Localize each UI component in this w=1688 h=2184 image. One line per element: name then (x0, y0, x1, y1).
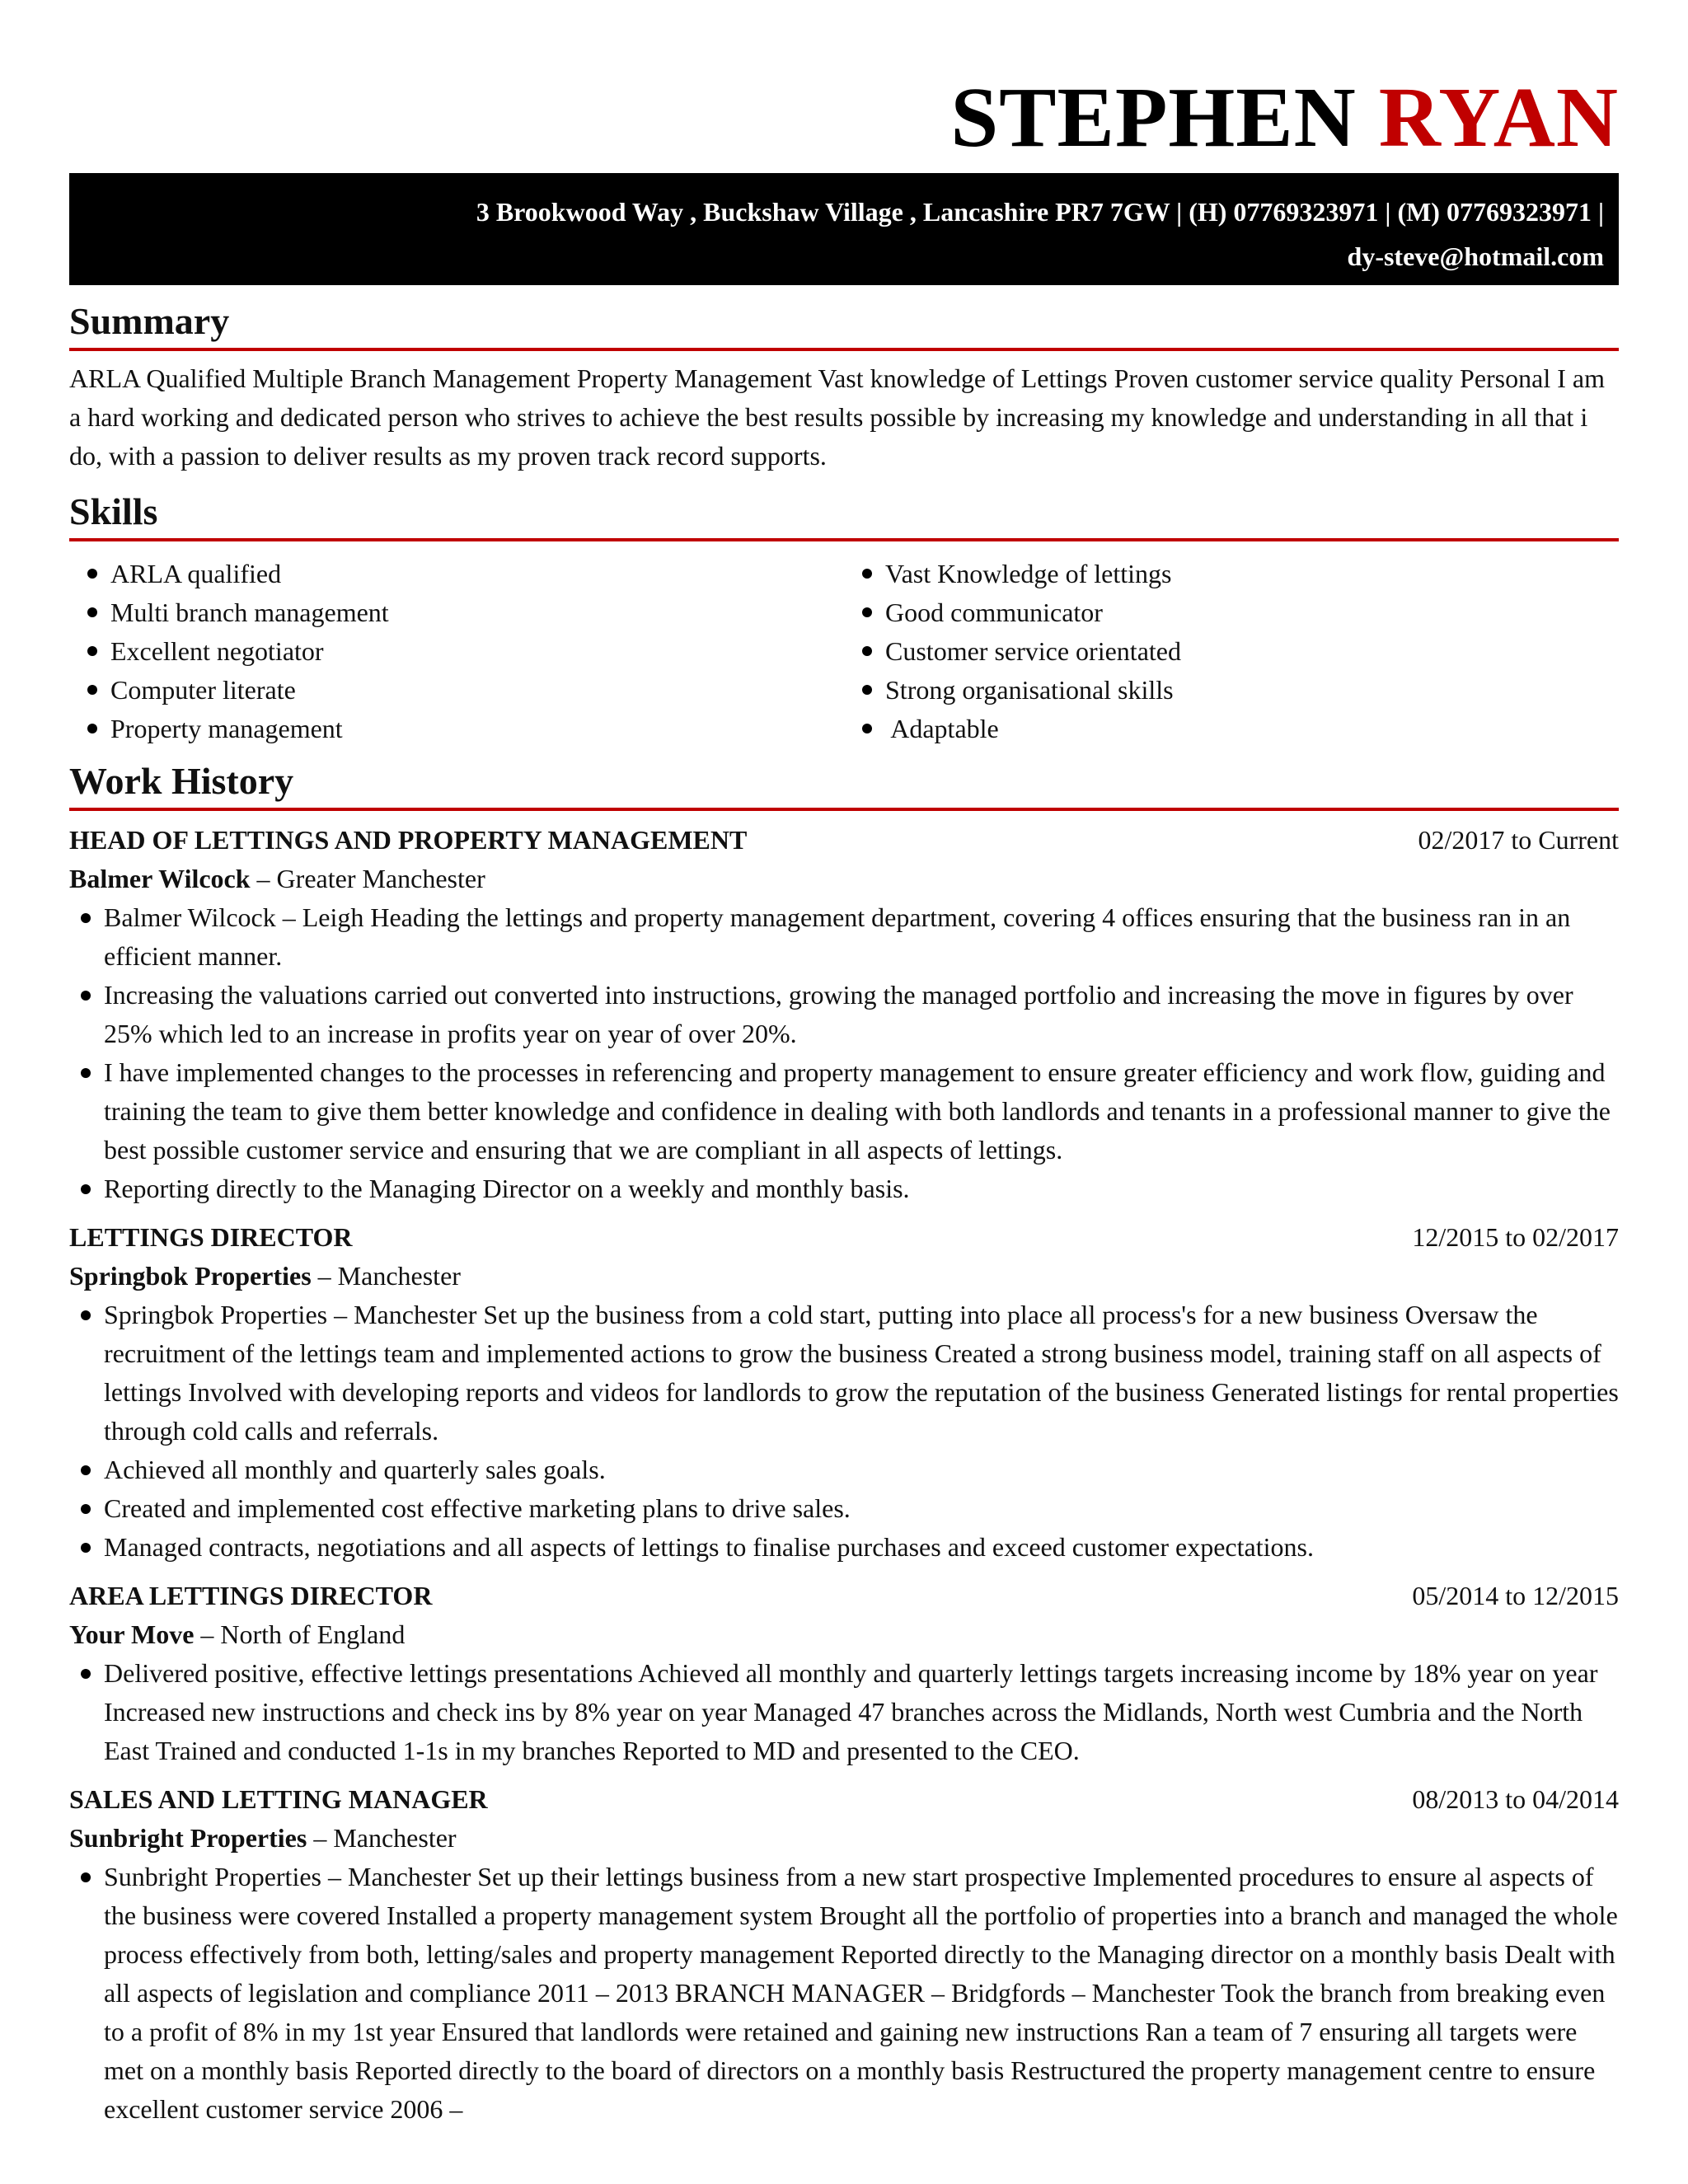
job-entry (69, 1780, 1619, 2129)
job-bullets (69, 898, 1619, 1208)
job-dates: 02/2017 to Current (1418, 825, 1619, 855)
bullet-icon (81, 1872, 91, 1882)
job-bullet: Achieved all monthly and quarterly sales goals. (69, 1451, 1619, 1489)
bullet-icon (862, 569, 872, 579)
bullet-icon (81, 1543, 91, 1553)
job-bullets (69, 1654, 1619, 1770)
resume-page (69, 0, 1619, 2129)
bullet-icon (81, 1465, 91, 1475)
skills-heading: Skills (69, 489, 1619, 541)
bullet-icon (862, 607, 872, 617)
job-entry (69, 1577, 1619, 1770)
job-bullet: Increasing the valuations carried out converted into instructions, growing the managed portfolio and increasing the move in figures by over 25% which led to an increase in profits year on year of over 20%. (69, 976, 1619, 1053)
bullet-icon (81, 1184, 91, 1194)
job-dates: 12/2015 to 02/2017 (1412, 1222, 1619, 1252)
bullet-icon (81, 913, 91, 923)
skill-item: Adaptable (851, 710, 1619, 748)
job-bullet: Delivered positive, effective lettings presentations Achieved all monthly and quarterly lettings targets increasing income by 18% year on year Increased new instructions and check ins by 8% year on year Managed 47 branches across the Midlands, North west Cumbria and the North East Trained and conducted 1-1s in my branches Reported to MD and presented to the CEO. (69, 1654, 1619, 1770)
job-bullet: Springbok Properties – Manchester Set up the business from a cold start, putting into place all process's for a new business Oversaw the recruitment of the lettings team and implemented actions to grow the business Created a strong business model, training staff on all aspects of lettings Involved with developing reports and videos for landlords to grow the reputation of the business Generated listings for rental properties through cold calls and referrals. (69, 1296, 1619, 1451)
bullet-icon (87, 724, 97, 733)
company-name: Sunbright Properties (69, 1823, 307, 1853)
bullet-icon (87, 646, 97, 656)
last-name: RYAN (1378, 70, 1619, 165)
company-name: Your Move (69, 1619, 195, 1649)
bullet-icon (81, 1310, 91, 1320)
skills-right-column (844, 555, 1619, 748)
summary-heading: Summary (69, 298, 1619, 351)
job-bullet: Created and implemented cost effective marketing plans to drive sales. (69, 1489, 1619, 1528)
skill-item: Customer service orientated (851, 632, 1619, 671)
company-location: – Manchester (307, 1823, 457, 1853)
job-entry (69, 1218, 1619, 1567)
bullet-icon (81, 991, 91, 1001)
contact-bar (69, 173, 1619, 285)
job-bullet: Balmer Wilcock – Leigh Heading the lettings and property management department, covering 4 offices ensuring that the business ran in an efficient manner. (69, 898, 1619, 976)
bullet-icon (87, 569, 97, 579)
job-company (69, 860, 1619, 898)
job-entry (69, 821, 1619, 1208)
skill-item: Excellent negotiator (76, 632, 844, 671)
job-bullet: Reporting directly to the Managing Director on a weekly and monthly basis. (69, 1169, 1619, 1208)
bullet-icon (87, 685, 97, 695)
bullet-icon (81, 1504, 91, 1514)
bullet-icon (81, 1068, 91, 1078)
job-bullets (69, 1858, 1619, 2129)
job-dates: 08/2013 to 04/2014 (1412, 1784, 1619, 1814)
job-header (69, 821, 1619, 860)
job-dates: 05/2014 to 12/2015 (1412, 1581, 1619, 1610)
skill-item: Property management (76, 710, 844, 748)
job-title: SALES AND LETTING MANAGER (69, 1784, 488, 1814)
job-bullet: I have implemented changes to the processes in referencing and property management to ensure greater efficiency and work flow, guiding and training the team to give them better knowledge and confidence in dealing with both landlords and tenants in a professional manner to give the best possible customer service and ensuring that we are compliant in all aspects of lettings. (69, 1053, 1619, 1169)
skills-grid (69, 555, 1619, 748)
skill-item: Computer literate (76, 671, 844, 710)
company-name: Springbok Properties (69, 1261, 312, 1291)
job-header (69, 1577, 1619, 1615)
bullet-icon (81, 1669, 91, 1679)
company-location: – North of England (194, 1619, 406, 1649)
company-location: – Manchester (311, 1261, 461, 1291)
job-company (69, 1819, 1619, 1858)
bullet-icon (862, 646, 872, 656)
skill-item: Strong organisational skills (851, 671, 1619, 710)
skill-item: Vast Knowledge of lettings (851, 555, 1619, 593)
contact-email: dy-steve@hotmail.com (1347, 241, 1604, 271)
candidate-name (69, 70, 1619, 165)
job-title: AREA LETTINGS DIRECTOR (69, 1581, 433, 1610)
skill-item: Good communicator (851, 593, 1619, 632)
job-company (69, 1615, 1619, 1654)
work-history-heading: Work History (69, 758, 1619, 811)
company-name: Balmer Wilcock (69, 864, 251, 893)
bullet-icon (862, 724, 872, 733)
job-title: HEAD OF LETTINGS AND PROPERTY MANAGEMENT (69, 825, 748, 855)
job-company (69, 1257, 1619, 1296)
bullet-icon (87, 607, 97, 617)
skills-left-column (69, 555, 844, 748)
job-bullet: Managed contracts, negotiations and all aspects of lettings to finalise purchases and exceed customer expectations. (69, 1528, 1619, 1567)
job-title: LETTINGS DIRECTOR (69, 1222, 353, 1252)
skill-item: ARLA qualified (76, 555, 844, 593)
bullet-icon (862, 685, 872, 695)
summary-text: ARLA Qualified Multiple Branch Management Property Management Vast knowledge of Lettings Proven customer service quality Personal I am a hard working and dedicated person who strives to achieve the best results possible by increasing my knowledge and understanding in all that i do, with a passion to deliver results as my proven track record supports. (69, 363, 1605, 471)
first-name: STEPHEN (950, 70, 1357, 165)
job-header (69, 1780, 1619, 1819)
job-header (69, 1218, 1619, 1257)
company-location: – Greater Manchester (250, 864, 485, 893)
job-bullet: Sunbright Properties – Manchester Set up their lettings business from a new start prospective Implemented procedures to ensure al aspects of the business were covered Installed a property management system Brought all the portfolio of properties into a branch and managed the whole process effectively from both, letting/sales and property management Reported directly to the Managing director on a monthly basis Dealt with all aspects of legislation and compliance 2011 – 2013 BRANCH MANAGER – Bridgfords – Manchester Took the branch from breaking even to a profit of 8% in my 1st year Ensured that landlords were retained and gaining new instructions Ran a team of 7 ensuring all targets were met on a monthly basis Reported directly to the board of directors on a monthly basis Restructured the property management centre to ensure excellent customer service 2006 – (69, 1858, 1619, 2129)
contact-line: 3 Brookwood Way , Buckshaw Village , Lancashire PR7 7GW | (H) 07769323971 | (M) 07769323971 | (476, 197, 1604, 227)
skill-item: Multi branch management (76, 593, 844, 632)
job-bullets (69, 1296, 1619, 1567)
